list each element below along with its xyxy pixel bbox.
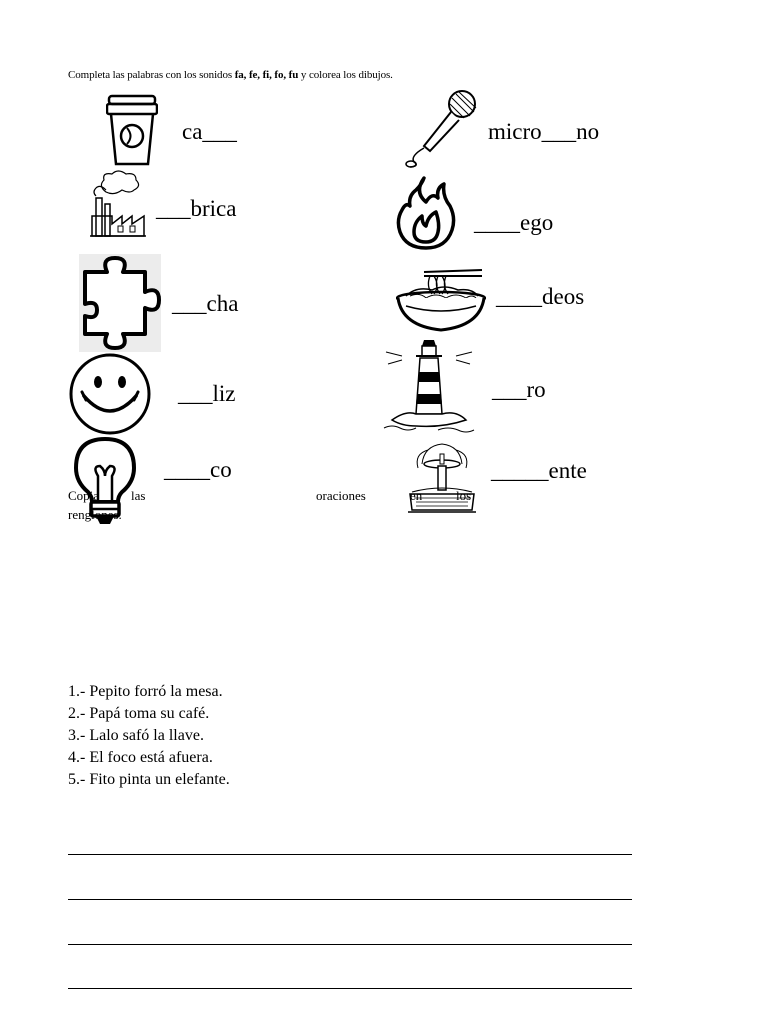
copy-instruction-word: oraciones: [316, 488, 366, 503]
instructions-sounds: fa, fe, fi, fo, fu: [234, 69, 299, 81]
sentence: 3.- Lalo safó la llave.: [68, 727, 204, 744]
sentence: 2.- Papá toma su café.: [68, 705, 210, 722]
copy-instruction-word: Copia: [68, 488, 100, 503]
writing-line: [68, 854, 632, 855]
word-cafe: ca___: [182, 119, 237, 144]
factory-icon: [88, 168, 148, 238]
word-fabrica: ___brica: [156, 196, 237, 221]
writing-line: [68, 944, 632, 945]
writing-line: [68, 899, 632, 900]
puzzle-piece-icon: [79, 254, 161, 352]
sentence: 4.- El foco está afuera.: [68, 749, 213, 766]
word-fuente: _____ente: [491, 458, 587, 483]
microphone-icon: [402, 88, 480, 168]
instructions-suffix: y colorea los dibujos.: [298, 69, 393, 81]
writing-line: [68, 988, 632, 989]
instructions-prefix: Completa las palabras con los sonidos: [68, 69, 235, 81]
sentence: 5.- Fito pinta un elefante.: [68, 771, 230, 788]
sentence: 1.- Pepito forró la mesa.: [68, 683, 223, 700]
word-ficha: ___cha: [172, 291, 239, 316]
copy-instruction-word: en: [410, 488, 423, 503]
fire-icon: [396, 176, 456, 250]
word-faro: ___ro: [492, 377, 546, 402]
copy-instruction-word: renglones.: [68, 507, 122, 522]
noodle-bowl-icon: [396, 266, 486, 336]
instructions: [68, 69, 393, 81]
fountain-icon: [404, 440, 480, 516]
sentence-list: [68, 681, 230, 791]
lighthouse-icon: [382, 336, 476, 436]
coffee-cup-icon: [106, 94, 158, 166]
copy-instruction-word: las: [131, 488, 146, 503]
word-feliz: ___liz: [178, 381, 236, 406]
word-fideos: ____deos: [496, 284, 585, 309]
smiley-face-icon: [68, 352, 152, 436]
copy-instruction-word: los: [456, 488, 472, 503]
word-foco: ____co: [164, 457, 232, 482]
word-microfono: micro___no: [488, 119, 600, 144]
word-fuego: ____ego: [474, 210, 554, 235]
